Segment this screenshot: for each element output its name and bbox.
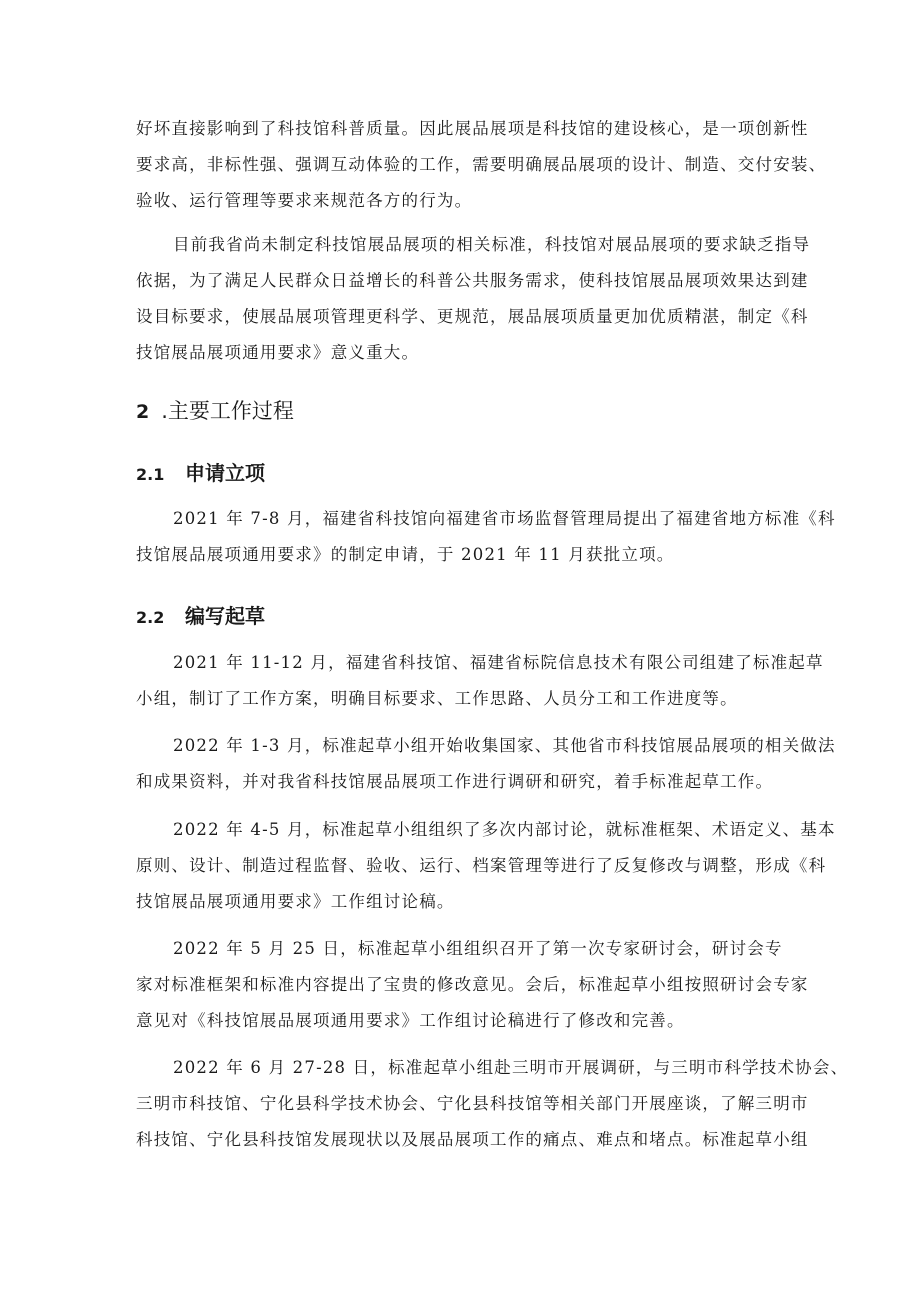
text-line: 科技馆、宁化县科技馆发展现状以及展品展项工作的痛点、难点和堵点。标准起草小组 bbox=[136, 1130, 809, 1149]
text-line: 技馆展品展项通用要求》的制定申请，于 2021 年 11 月获批立项。 bbox=[136, 545, 675, 564]
text-line: 目前我省尚未制定科技馆展品展项的相关标准，科技馆对展品展项的要求缺乏指导 bbox=[173, 235, 811, 254]
text-line: 原则、设计、制造过程监督、验收、运行、档案管理等进行了反复修改与调整，形成《科 bbox=[136, 856, 827, 875]
text-line: 2022 年 1-3 月，标准起草小组开始收集国家、其他省市科技馆展品展项的相关做法 bbox=[173, 736, 836, 755]
paragraph-material-collection bbox=[136, 728, 836, 800]
text-line: 2021 年 11-12 月，福建省科技馆、福建省标院信息技术有限公司组建了标准起草 bbox=[173, 653, 824, 672]
text-line: 好坏直接影响到了科技馆科普质量。因此展品展项是科技馆的建设核心，是一项创新性 bbox=[136, 119, 809, 138]
text-line: 和成果资料，并对我省科技馆展品展项工作进行调研和研究，着手标准起草工作。 bbox=[136, 772, 774, 791]
paragraph-field-research bbox=[136, 1050, 849, 1158]
subsection-title: 编写起草 bbox=[185, 604, 265, 628]
subsection-heading-drafting bbox=[136, 600, 265, 629]
subsection-number: 2.2 bbox=[136, 608, 165, 627]
paragraph-drafting-team bbox=[136, 645, 824, 717]
text-line: 意见对《科技馆展品展项通用要求》工作组讨论稿进行了修改和完善。 bbox=[136, 1011, 685, 1030]
paragraph-significance bbox=[136, 227, 811, 371]
paragraph-intro-continued bbox=[136, 111, 827, 219]
text-line: 2022 年 5 月 25 日，标准起草小组组织召开了第一次专家研讨会，研讨会专 bbox=[173, 939, 783, 958]
paragraph-internal-discussion bbox=[136, 812, 836, 920]
text-line: 小组，制订了工作方案，明确目标要求、工作思路、人员分工和工作进度等。 bbox=[136, 689, 738, 708]
paragraph-expert-seminar bbox=[136, 931, 809, 1039]
paragraph-project-application bbox=[136, 501, 836, 573]
section-heading-main-work-process bbox=[136, 395, 294, 425]
section-title: .主要工作过程 bbox=[161, 399, 294, 423]
text-line: 三明市科技馆、宁化县科学技术协会、宁化县科技馆等相关部门开展座谈，了解三明市 bbox=[136, 1094, 809, 1113]
text-line: 设目标要求，使展品展项管理更科学、更规范，展品展项质量更加优质精湛，制定《科 bbox=[136, 307, 809, 326]
text-line: 要求高，非标性强、强调互动体验的工作，需要明确展品展项的设计、制造、交付安装、 bbox=[136, 155, 827, 174]
subsection-number: 2.1 bbox=[136, 465, 165, 484]
text-line: 2021 年 7-8 月，福建省科技馆向福建省市场监督管理局提出了福建省地方标准《科 bbox=[173, 509, 836, 528]
text-line: 2022 年 6 月 27-28 日，标准起草小组赴三明市开展调研，与三明市科学技术协会、 bbox=[173, 1058, 849, 1077]
text-line: 技馆展品展项通用要求》工作组讨论稿。 bbox=[136, 892, 455, 911]
text-line: 2022 年 4-5 月，标准起草小组组织了多次内部讨论，就标准框架、术语定义、基本 bbox=[173, 820, 836, 839]
section-number: 2 bbox=[136, 401, 150, 423]
subsection-heading-project-application bbox=[136, 457, 265, 486]
text-line: 技馆展品展项通用要求》意义重大。 bbox=[136, 343, 420, 362]
text-line: 依据，为了满足人民群众日益增长的科普公共服务需求，使科技馆展品展项效果达到建 bbox=[136, 271, 809, 290]
text-line: 家对标准框架和标准内容提出了宝贵的修改意见。会后，标准起草小组按照研讨会专家 bbox=[136, 975, 809, 994]
subsection-title: 申请立项 bbox=[185, 461, 265, 485]
text-line: 验收、运行管理等要求来规范各方的行为。 bbox=[136, 191, 473, 210]
